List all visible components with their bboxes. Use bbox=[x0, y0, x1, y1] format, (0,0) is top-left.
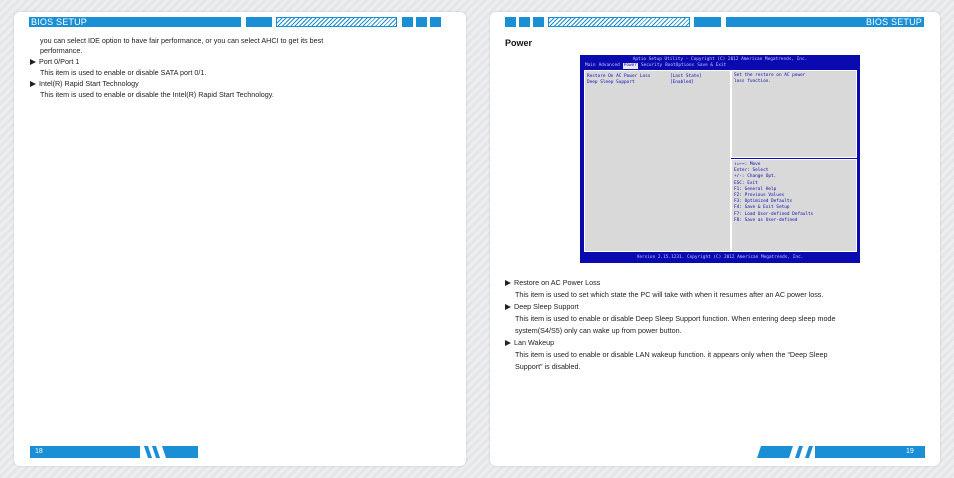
triangle-bullet-icon bbox=[30, 59, 36, 65]
bios-menu-bootoptions: BootOptions bbox=[665, 63, 695, 68]
list-item-text: This item is used to enable or disable Deep Sleep Support function. When entering deep sleep mode bbox=[515, 314, 836, 323]
bios-key-line: Enter: Select bbox=[734, 168, 769, 174]
list-item-text: This item is used to enable or disable LAN wakeup function. it appears only when the “Deep Sleep bbox=[515, 350, 828, 359]
body-line: you can select IDE option to have fair performance, or you can select AHCI to get its best bbox=[40, 36, 324, 45]
footer-bar bbox=[30, 446, 140, 458]
page-number: 19 bbox=[906, 448, 914, 455]
bios-key-line: F4: Save & Exit Setup bbox=[734, 205, 790, 211]
bios-key-line: ESC: Exit bbox=[734, 180, 758, 186]
bios-help-line: Set the restore on AC power bbox=[734, 73, 806, 78]
bios-key-line: F8: Save as User-defined bbox=[734, 217, 798, 223]
bios-key-line: F2: Previous Values bbox=[734, 193, 785, 198]
bios-menu-main: Main bbox=[585, 63, 596, 68]
list-item-title: Deep Sleep Support bbox=[505, 302, 579, 312]
list-item-text: system(S4/S5) only can wake up from power button. bbox=[515, 326, 682, 335]
bios-keys-panel bbox=[731, 159, 857, 252]
right-page bbox=[490, 12, 940, 466]
bios-setting-name: Restore On AC Power Loss bbox=[587, 74, 651, 79]
bios-menu bbox=[585, 63, 726, 69]
footer-slash-icon bbox=[757, 446, 815, 458]
bios-key-line: F3: Optimized Defaults bbox=[734, 199, 793, 205]
header-title: BIOS SETUP bbox=[29, 17, 241, 27]
list-item-title: Restore on AC Power Loss bbox=[505, 278, 600, 288]
bios-key-line: ↑↓←→: Move bbox=[734, 162, 761, 167]
header-hatch bbox=[548, 17, 690, 27]
triangle-bullet-icon bbox=[505, 340, 511, 346]
bios-menu-security: Security bbox=[640, 63, 663, 68]
left-page bbox=[14, 12, 466, 466]
bios-help-line: loss function. bbox=[734, 79, 772, 84]
list-item-title: Port 0/Port 1 bbox=[30, 57, 79, 67]
list-item-text: This item is used to enable or disable the Intel(R) Rapid Start Technology. bbox=[40, 90, 274, 99]
list-item-title: Intel(R) Rapid Start Technology bbox=[30, 79, 139, 89]
header-block bbox=[505, 17, 516, 27]
triangle-bullet-icon bbox=[505, 304, 511, 310]
header-block bbox=[246, 17, 272, 27]
triangle-bullet-icon bbox=[30, 81, 36, 87]
header-block bbox=[694, 17, 721, 27]
list-item-text: This item is used to enable or disable SATA port 0/1. bbox=[40, 68, 207, 77]
bios-settings-panel bbox=[584, 70, 731, 252]
header-title: BIOS SETUP bbox=[726, 17, 924, 27]
bios-setting-name: Deep Sleep Support bbox=[587, 80, 635, 85]
bios-key-line: F1: General Help bbox=[734, 186, 777, 192]
bios-menu-advanced: Advanced bbox=[598, 63, 620, 68]
bios-screenshot bbox=[580, 55, 860, 263]
list-item-text: This item is used to set which state the PC will take with when it resumes after an AC power loss. bbox=[515, 290, 824, 299]
bios-setting-value: [Last State] bbox=[670, 74, 702, 79]
list-item-text: Support” is disabled. bbox=[515, 362, 581, 371]
header-block bbox=[519, 17, 530, 27]
header-block bbox=[533, 17, 544, 27]
bios-header: Aptio Setup Utility - Copyright (C) 2012 American Megatrends, Inc. bbox=[632, 57, 808, 62]
bios-menu-power: Power bbox=[623, 63, 637, 68]
bios-footer: Version 2.15.1231. Copyright (C) 2012 American Megatrends, Inc. bbox=[636, 255, 804, 260]
section-title: Power bbox=[505, 38, 533, 48]
bios-key-line: F7: Load User-defined Defaults bbox=[734, 211, 814, 217]
bios-setting-value: [Enabled] bbox=[670, 80, 694, 85]
triangle-bullet-icon bbox=[505, 280, 511, 286]
bios-menu-save-exit: Save & Exit bbox=[697, 63, 727, 68]
header-block bbox=[430, 17, 441, 27]
bios-help-panel bbox=[731, 70, 857, 158]
header-block bbox=[402, 17, 413, 27]
bios-key-line: +/-: Change Opt. bbox=[734, 174, 777, 180]
list-item-title: Lan Wakeup bbox=[505, 338, 554, 348]
header-block bbox=[416, 17, 427, 27]
header-hatch bbox=[276, 17, 397, 27]
footer-slash-icon bbox=[140, 446, 198, 458]
body-line: performance. bbox=[40, 46, 83, 55]
page-number: 18 bbox=[35, 448, 43, 455]
